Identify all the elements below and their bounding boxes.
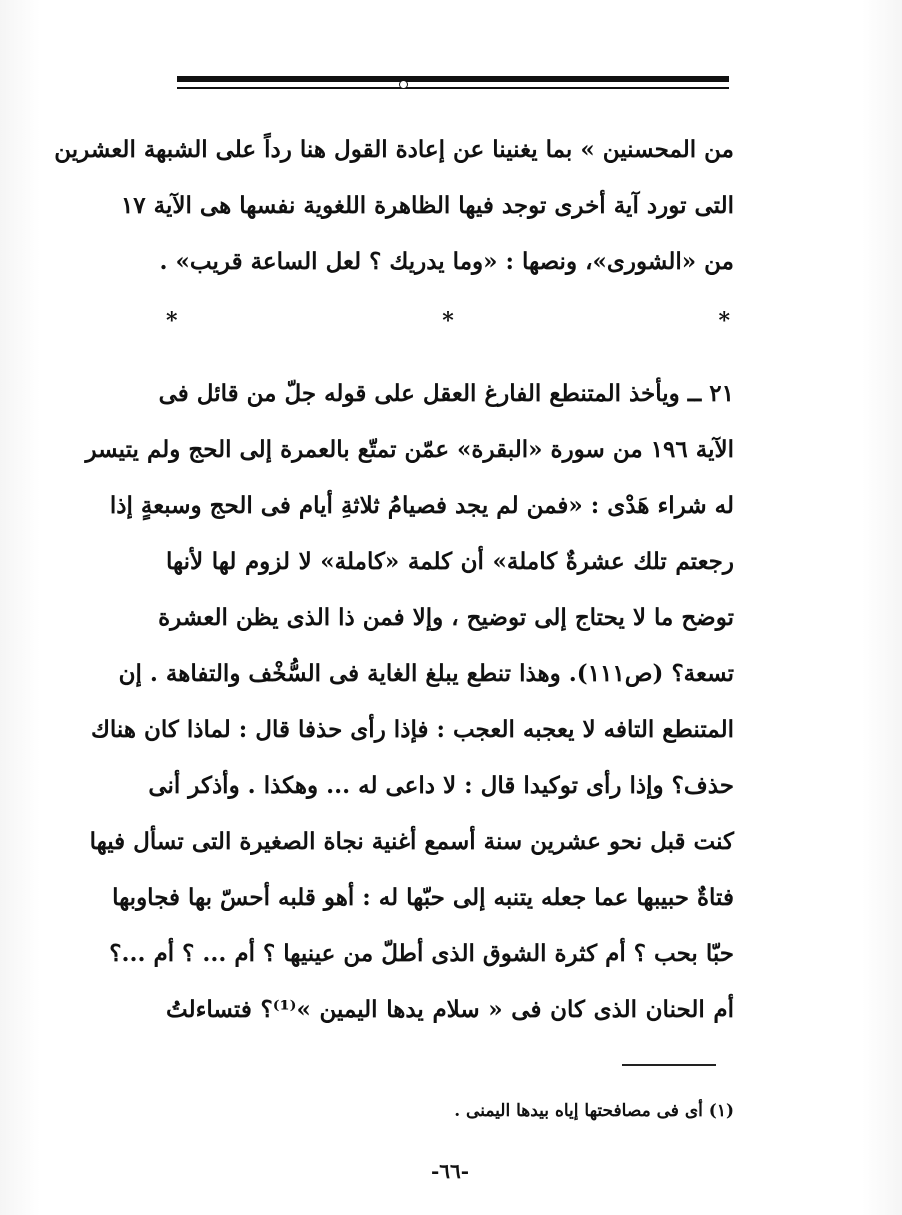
paragraph-2	[85, 374, 735, 1034]
paragraph-2-line: حذف؟ وإذا رأى توكيدا قال : لا داعى له ... وهكذا . وأذكر أنى	[148, 772, 734, 799]
paragraph-2-line: توضح ما لا يحتاج إلى توضيح ، وإلا فمن ذا الذى يظن العشرة	[158, 604, 734, 631]
paragraph-1-line: من «الشورى»، ونصها : «وما يدريك ؟ لعل الساعة قريب» .	[159, 248, 734, 275]
paragraph-1-line: من المحسنين » بما يغنينا عن إعادة القول هنا رداً على الشبهة العشرين	[54, 136, 734, 163]
paragraph-2-line: ٢١ ــ ويأخذ المتنطع الفارغ العقل على قوله جلّ من قائل فى	[158, 380, 734, 407]
paragraph-1	[54, 130, 734, 290]
footnote-text: (١) أى فى مصافحتها إياه بيدها اليمنى .	[454, 1101, 734, 1121]
header-ornamental-rule	[177, 76, 729, 94]
paragraph-2-line: المتنطع التافه لا يعجبه العجب : فإذا رأى حذفا قال : لماذا كان هناك	[90, 716, 734, 743]
paragraph-2-line: أم الحنان الذى كان فى « سلام يدها اليمين »⁽¹⁾؟ فتساءلتُ	[166, 996, 735, 1023]
page-number: -٦٦-	[430, 1159, 470, 1183]
header-rule-thick-line	[177, 76, 729, 82]
paragraph-2-line: كنت قبل نحو عشرين سنة أسمع أغنية نجاة الصغيرة التى تسأل فيها	[89, 828, 734, 855]
paragraph-2-line: رجعتم تلك عشرةٌ كاملة» أن كلمة «كاملة» لا لزوم لها لأنها	[166, 548, 734, 575]
header-rule-ornament-dot	[399, 80, 408, 89]
footnote-separator-rule	[622, 1064, 716, 1066]
paragraph-2-line: فتاةٌ حبيبها عما جعله يتنبه إلى حبّها له : أهو قلبه أحسّ بها فجاوبها	[112, 884, 734, 911]
page-edge-shadow-left	[0, 0, 40, 1215]
section-separator-wrap	[166, 308, 734, 348]
header-rule-thin-line	[177, 87, 729, 89]
page-edge-shadow-right	[862, 0, 902, 1215]
paragraph-1-line: التى تورد آية أخرى توجد فيها الظاهرة اللغوية نفسها هى الآية ١٧	[120, 192, 734, 219]
paragraph-2-line: حبّا بحب ؟ أم كثرة الشوق الذى أطلّ من عينيها ؟ أم ... ؟ أم ...؟	[109, 940, 734, 967]
section-separator-asterisks: * * *	[166, 308, 734, 334]
paragraph-2-line: الآية ١٩٦ من سورة «البقرة» عمّن تمتّع بالعمرة إلى الحج ولم يتيسر	[85, 436, 734, 463]
paragraph-2-line: له شراء هَدْى : «فمن لم يجد فصيامُ ثلاثةِ أيام فى الحج وسبعةٍ إذا	[109, 492, 734, 519]
paragraph-2-line: تسعة؟ (ص١١١). وهذا تنطع يبلغ الغاية فى السُّخْف والتفاهة . إن	[118, 660, 734, 687]
